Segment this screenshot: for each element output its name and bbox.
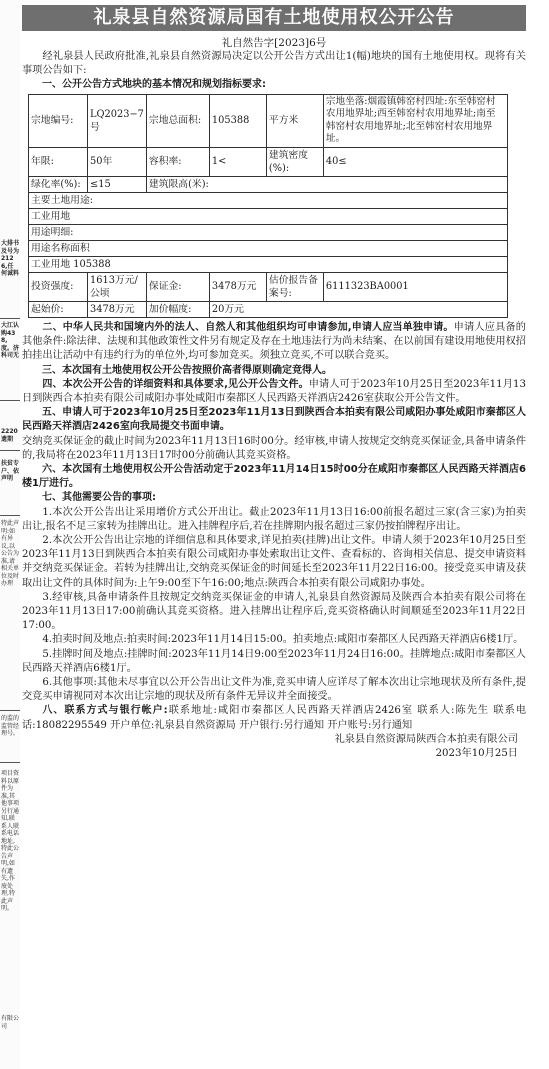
section-7-item-2: 2.本次公开公告出让宗地的详细信息和具体要求,详见拍卖(挂牌)出让文件。申请人须于2023年10月25日至2023年11月13日到陕西合本拍卖有限公司咸阳办事处索取出让文件、查看标的、咨询相关信息、提交申请资料并交纳竞买保证金。若转为挂牌出让,交纳竞买保证金的时间延长至2023年11月22日16:00。接受竞买申请及获取出让文件的具体时间为:上午9:00至下午16:00;地点:陕西合本拍卖有限公司咸阳办事处。	[22, 535, 526, 589]
section-7-heading: 七、其他需要公告的事项:	[42, 492, 156, 504]
use-name-area-header: 用途名称面积	[29, 240, 508, 256]
deposit-value: 3478万元	[209, 272, 266, 301]
edge-fragment: 2220遗期	[1, 428, 18, 443]
section-8	[22, 704, 526, 732]
report-value: 6111323BA0001	[323, 272, 507, 301]
use-name-area-row: 工业用地 105388	[29, 256, 508, 272]
increment-label: 加价幅度:	[146, 301, 209, 317]
intro-paragraph: 经礼泉县人民政府批准,礼泉县自然资源局决定以公开公告方式出让1(幅)地块的国有土地使用权。现将有关事项公告如下:	[22, 51, 526, 77]
area-unit: 平方米	[266, 94, 323, 147]
section-7-item-1: 1.本次公开公告出让采用增价方式公开出让。截止2023年11月13日16:00前报名超过三家(含三家)为拍卖出让,报名不足三家转为挂牌出让。进入挂牌程序后,若在挂牌期内报名超过三家仍按拍牌程序出让。	[22, 506, 526, 532]
use-detail-label: 用途明细:	[29, 224, 508, 240]
section-6-heading: 六、本次国有土地使用权公开公告活动定于2023年11月14日15时00分在咸阳市秦都区人民西路天祥酒店6楼1厅进行。	[22, 464, 526, 490]
green-value: ≤15	[88, 176, 147, 192]
section-8-heading: 八、联系方式与银行帐户:	[42, 705, 168, 717]
edge-fragment: 特此声明:如有异议,以公告为准,请相关单位及时办理	[1, 520, 20, 587]
report-label: 估价报告备案号:	[266, 272, 323, 301]
area-label: 宗地总面积:	[146, 94, 209, 147]
parcel-no-label: 宗地编号:	[29, 94, 88, 147]
adjacent-column-strip	[0, 0, 20, 1069]
area-value: 105388	[209, 94, 266, 147]
section-4	[22, 378, 526, 406]
deposit-label: 保证金:	[146, 272, 209, 301]
notice-article	[22, 5, 526, 1055]
section-7-item-4: 4.拍卖时间及地点:拍卖时间:2023年11月14日15:00。拍卖地点:咸阳市秦都区人民西路天祥酒店6楼1厅。	[42, 634, 524, 646]
height-label: 建筑限高(米):	[146, 176, 507, 192]
section-4-heading: 四、本次公开公告的详细资料和具体要求,见公开公告文件。	[42, 378, 309, 390]
document-number: 礼自然告字[2023]6号	[221, 37, 327, 49]
parcel-info-table	[28, 94, 508, 318]
term-value: 50年	[88, 147, 147, 176]
increment-value: 20万元	[209, 301, 507, 317]
start-price-value: 3478万元	[88, 301, 147, 317]
edge-fragment: 的监的监管经理号。	[1, 715, 20, 737]
edge-fragment: 大江认购438,度。济科司无	[1, 322, 20, 359]
section-4-body: 申请人可于2023年10月25日至2023年11月13日到陕西合本拍卖有限公司咸阳办事处咸阳市秦都区人民西路天祥酒店2426室获取公开公告文件。	[22, 378, 526, 404]
section-1-heading: 一、公开公告方式地块的基本情况和规划指标要求:	[42, 79, 266, 91]
far-value: 1<	[209, 147, 266, 176]
far-label: 容积率:	[146, 147, 209, 176]
section-2-body: 申请人应具备的其他条件:除法律、法规和其他政策性文件另有规定及存在土地违法行为尚未结案、在以前国有建设用地使用权招拍挂出让活动中有违约行为的单位外,均可参加竞买。须独立竞买,不可以联合竞买。	[22, 321, 526, 362]
section-7-item-5: 5.挂牌时间及地点:挂牌时间:2023年11月14日9:00至2023年11月24日16:00。挂牌地点:咸阳市秦都区人民西路天祥酒店6楼1厅。	[22, 648, 526, 674]
main-use-value: 工业用地	[29, 208, 508, 224]
parcel-no-value: LQ2023−7号	[88, 94, 147, 147]
section-7-item-6: 6.其他事项:其他未尽事宜以公开公告出让文件为准,竞买申请人应详尽了解本次出让宗地现状及所有条件,提交竞买申请视同对本次出让宗地的现状及所有条件无异议并全面接受。	[22, 677, 526, 703]
start-price-label: 起始价:	[29, 301, 88, 317]
signature-org: 礼泉县自然资源局陕西合本拍卖有限公司	[334, 733, 518, 745]
green-label: 绿化率(%):	[29, 176, 88, 192]
section-3-heading: 三、本次国有土地使用权公开公告按照价高者得原则确定竞得人。	[42, 364, 332, 376]
section-7-item-3: 3.经审核,具备申请条件且按规定交纳竞买保证金的申请人,礼泉县自然资源局及陕西合本拍卖有限公司将在2023年11月13日17:00前确认其竞买资格。进入挂牌出让程序后,竞买资格确认时间顺延至2023年11月22日17:00。	[22, 591, 526, 632]
signature-date: 2023年10月25日	[435, 747, 518, 759]
main-use-label: 主要土地用途:	[29, 192, 508, 208]
density-value: 40≤	[323, 147, 507, 176]
section-8-body: 联系地址:咸阳市秦都区人民西路天祥酒店2426室 联系人:陈先生 联系电话:18082295549 开户单位:礼泉县自然资源局 开户银行:另行通知 开户账号:另行通知	[22, 705, 527, 731]
section-5-heading: 五、申请人可于2023年10月25日至2023年11月13日到陕西合本拍卖有限公司咸阳办事处咸阳市秦都区人民西路天祥酒店2426室向我局提交书面申请。	[22, 407, 526, 433]
edge-fragment: 扶贫专户、依声明	[1, 460, 20, 482]
notice-title: 礼泉县自然资源局国有土地使用权公开公告	[22, 5, 526, 31]
edge-fragment: 项目资料以原件为准,其他事项另行通知,联系人联系电话地址,特此公告声明,如有遗失,作废处理,特此声明。	[1, 770, 20, 912]
edge-fragment: 大排书及号为2126,任何诚料	[1, 240, 20, 277]
section-5-body: 交纳竞买保证金的截止时间为2023年11月13日16时00分。经审核,申请人按规定交纳竞买保证金,具备申请条件的,我局将在2023年11月13日17时00分前确认其竞买资格。	[22, 435, 526, 461]
section-2	[22, 321, 526, 364]
location-cell: 宗地坐落:烟霞镇韩窑村四址:东至韩窑村农用地界址;西至韩窑村农用地界址;南至韩窑村农用地界址;北至韩窑村农用地界址。	[323, 94, 507, 147]
section-2-heading: 二、中华人民共和国境内外的法人、自然人和其他组织均可申请参加,申请人应当单独申请。	[42, 321, 454, 333]
invest-value: 1613万元/公顷	[88, 272, 147, 301]
density-label: 建筑密度(%):	[266, 147, 323, 176]
invest-label: 投资强度:	[29, 272, 88, 301]
term-label: 年限:	[29, 147, 88, 176]
edge-fragment: 有限公司	[1, 1015, 20, 1030]
